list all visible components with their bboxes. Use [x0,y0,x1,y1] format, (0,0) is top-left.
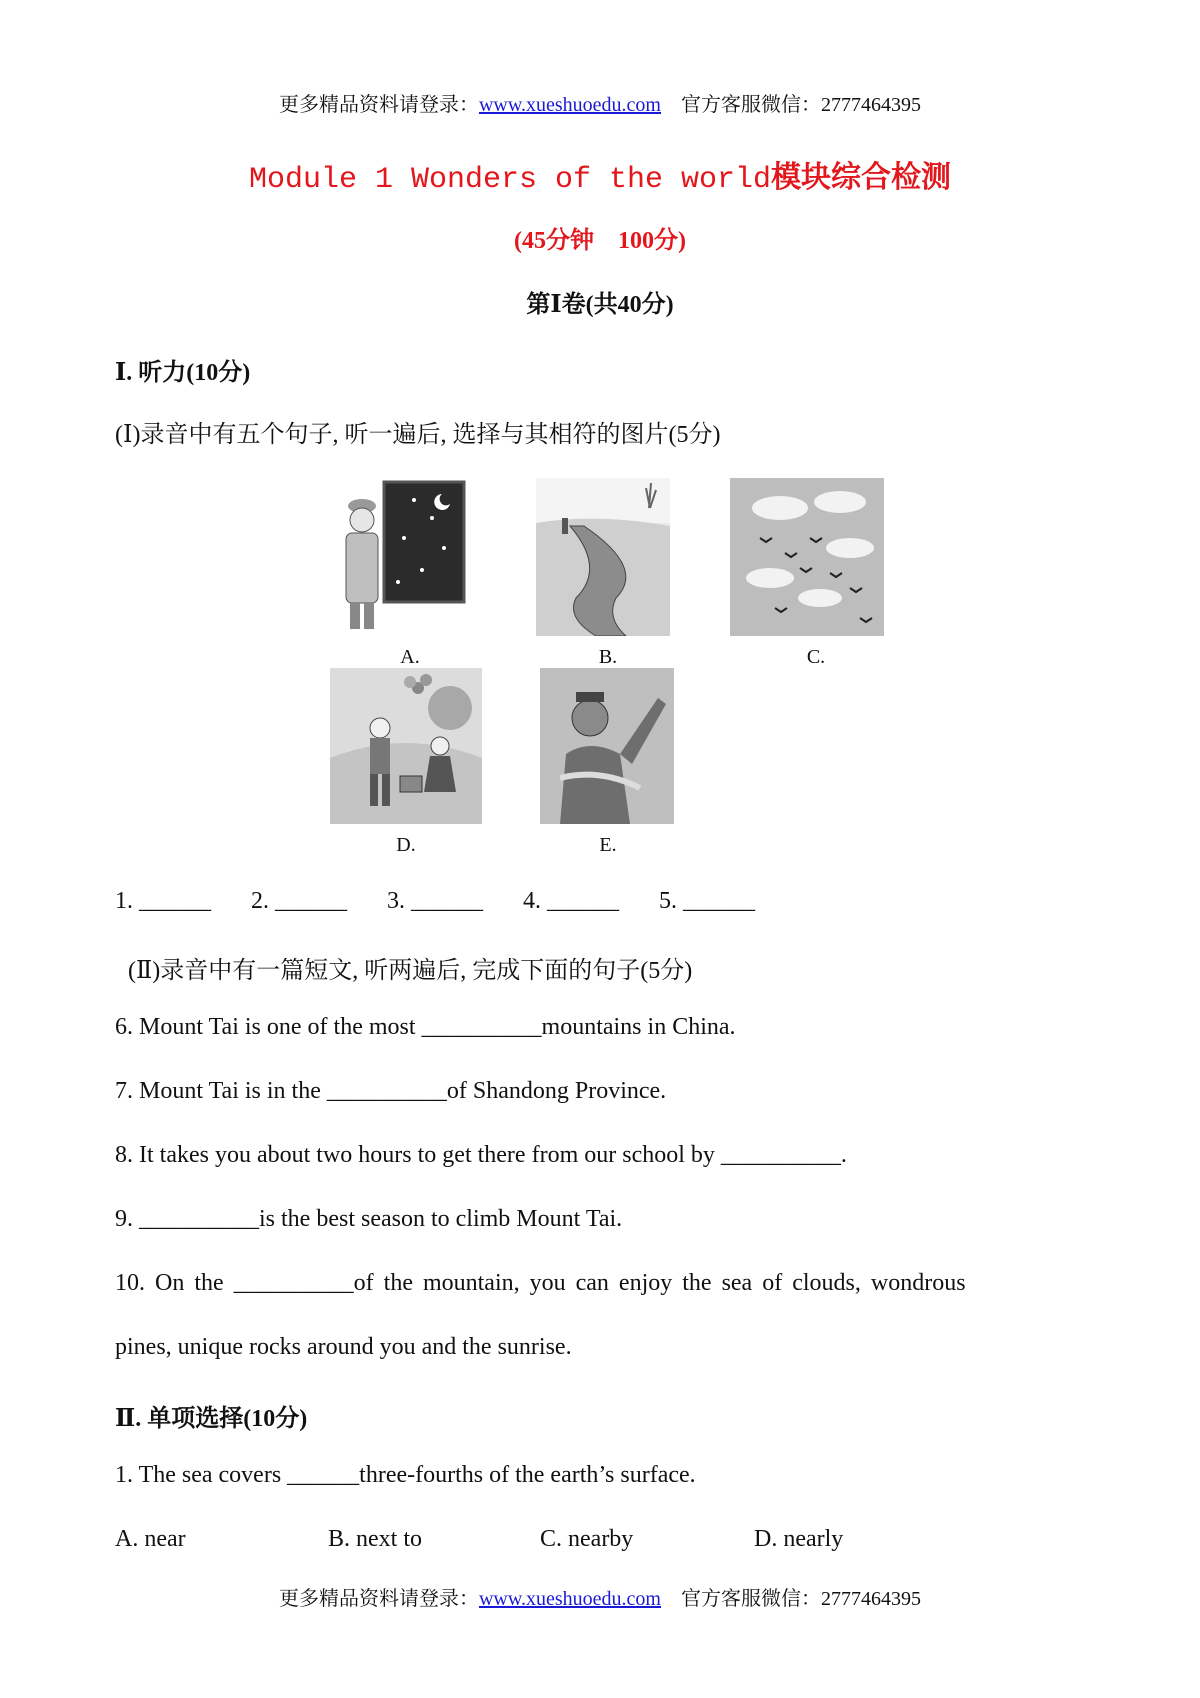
section2-heading: Ⅱ. 单项选择(10分) [115,1406,308,1432]
question-10-line1: 10. On the __________of the mountain, you can enjoy the sea of clouds, wondrous [115,1270,966,1296]
page-subtitle: (45分钟 100分) [514,228,686,254]
picture-a-label: A. [400,646,420,668]
picture-b [536,478,670,636]
section1-part1-instruction: (Ⅰ)录音中有五个句子, 听一遍后, 选择与其相符的图片(5分) [115,422,721,448]
picture-c-label: C. [806,646,826,668]
option-c[interactable]: C. nearby [540,1526,634,1552]
picture-e [540,668,674,824]
header-link[interactable]: www.xueshuoedu.com [478,94,661,116]
footer-link[interactable]: www.xueshuoedu.com [478,1588,661,1610]
question-7: 7. Mount Tai is in the __________of Shandong Province. [115,1078,667,1104]
picture-c [730,478,884,636]
option-d[interactable]: D. nearly [754,1526,844,1552]
answer-blank-1[interactable]: 1. ______ [115,888,211,914]
question-6: 6. Mount Tai is one of the most __________mountains in China. [115,1014,736,1040]
section1-part2-instruction: (Ⅱ)录音中有一篇短文, 听两遍后, 完成下面的句子(5分) [128,958,693,984]
answer-blank-4[interactable]: 4. ______ [523,888,619,914]
page-title [0,152,1200,197]
volume-heading: 第Ⅰ卷(共40分) [526,292,674,318]
option-b[interactable]: B. next to [328,1526,422,1552]
answer-blank-2[interactable]: 2. ______ [251,888,347,914]
picture-e-label: E. [599,834,617,856]
title-english: Module 1 Wonders of the world [248,163,772,197]
page-footer [0,1582,1200,1611]
question-9: 9. __________is the best season to climb Mount Tai. [115,1206,623,1232]
answer-blank-5[interactable]: 5. ______ [659,888,755,914]
header-prefix: 更多精品资料请登录： [278,94,479,116]
option-a[interactable]: A. near [115,1526,186,1552]
picture-a [332,478,468,636]
footer-prefix: 更多精品资料请登录： [278,1588,479,1610]
header-service: 官方客服微信：2777464395 [681,94,921,116]
picture-d-label: D. [396,834,416,856]
question-8: 8. It takes you about two hours to get there from our school by __________. [115,1142,847,1168]
answer-blanks [115,888,755,915]
picture-b-label: B. [598,646,618,668]
footer-service: 官方客服微信：2777464395 [681,1588,921,1610]
mc-question-1: 1. The sea covers ______three-fourths of the earth’s surface. [115,1462,696,1488]
question-10-line2: pines, unique rocks around you and the sunrise. [115,1334,572,1360]
picture-d [330,668,482,824]
page-header [0,88,1200,117]
title-chinese: 模块综合检测 [771,160,952,195]
section1-heading: Ⅰ. 听力(10分) [115,360,251,386]
answer-blank-3[interactable]: 3. ______ [387,888,483,914]
